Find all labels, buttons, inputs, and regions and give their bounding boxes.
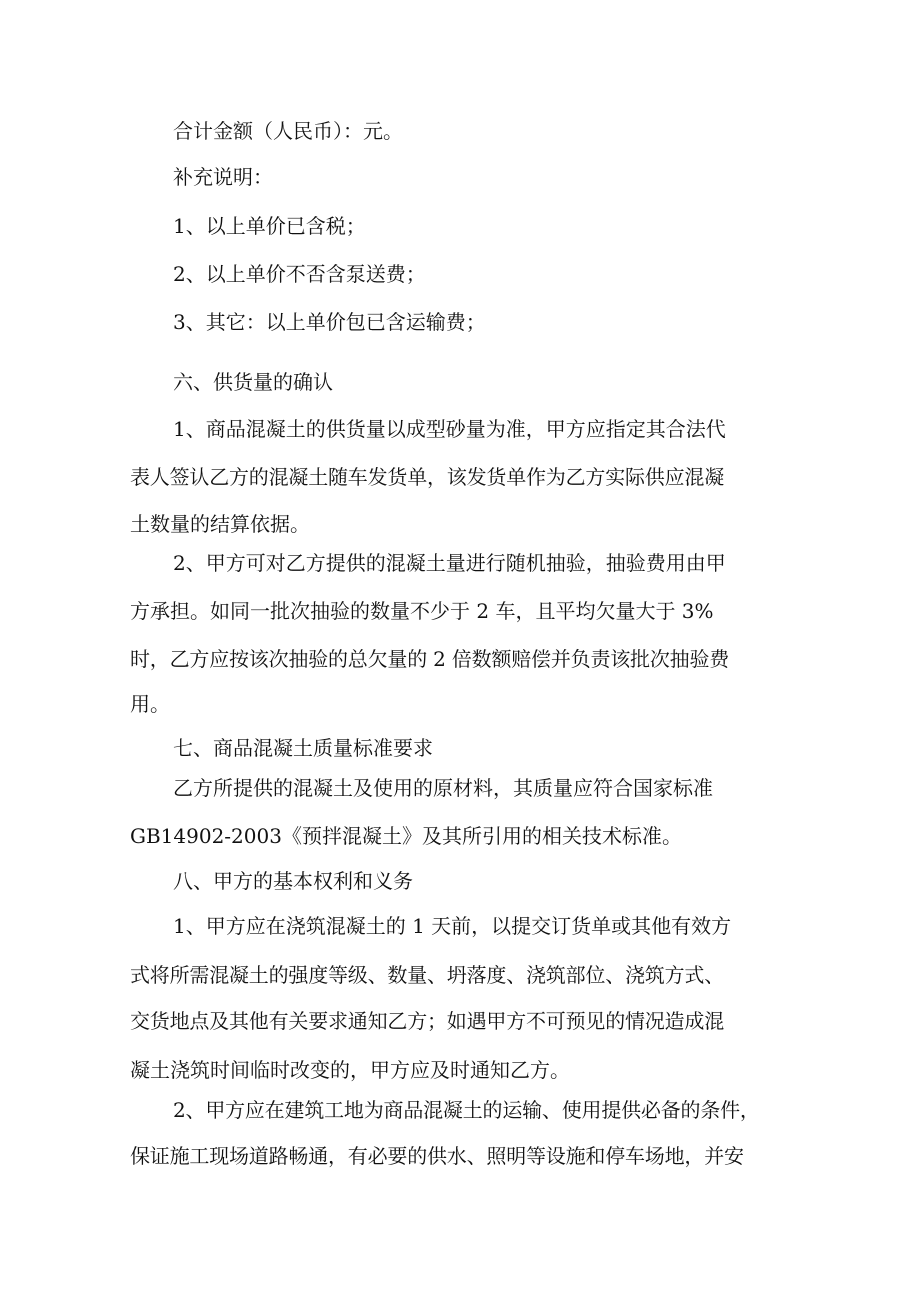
section-six-item-1-line-3: 土数量的结算依据。 bbox=[130, 512, 310, 536]
supplement-heading: 补充说明： bbox=[173, 165, 273, 189]
section-six-item-2-line-4: 用。 bbox=[130, 692, 170, 716]
section-seven-body-line-1: 乙方所提供的混凝土及使用的原材料，其质量应符合国家标准 bbox=[173, 776, 713, 800]
section-six-item-2-line-3: 时，乙方应按该次抽验的总欠量的 2 倍数额赔偿并负责该批次抽验费 bbox=[130, 647, 730, 671]
section-eight-item-2-line-1: 2、甲方应在建筑工地为商品混凝土的运输、使用提供必备的条件， bbox=[173, 1098, 760, 1122]
section-eight-item-1-line-4: 凝土浇筑时间临时改变的，甲方应及时通知乙方。 bbox=[130, 1058, 570, 1082]
total-amount-line: 合计金额（人民币）：元。 bbox=[173, 119, 403, 143]
section-six-item-1-line-2: 表人签认乙方的混凝土随车发货单，该发货单作为乙方实际供应混凝 bbox=[130, 465, 724, 489]
section-seven-heading: 七、商品混凝土质量标准要求 bbox=[173, 736, 433, 760]
section-eight-item-1-line-2: 式将所需混凝土的强度等级、数量、坍落度、浇筑部位、浇筑方式、 bbox=[130, 963, 724, 987]
section-six-item-2-line-2: 方承担。如同一批次抽验的数量不少于 2 车，且平均欠量大于 3% bbox=[130, 599, 714, 623]
section-eight-heading: 八、甲方的基本权利和义务 bbox=[173, 869, 413, 893]
section-six-item-1-line-1: 1、商品混凝土的供货量以成型砂量为准，甲方应指定其合法代 bbox=[173, 417, 726, 441]
section-eight-item-1-line-1: 1、甲方应在浇筑混凝土的 1 天前，以提交订货单或其他有效方 bbox=[173, 914, 732, 938]
section-seven-body-line-2: GB14902-2003《预拌混凝土》及其所引用的相关技术标准。 bbox=[130, 824, 682, 848]
supplement-item-1: 1、以上单价已含税； bbox=[173, 214, 366, 238]
section-eight-item-2-line-2: 保证施工现场道路畅通，有必要的供水、照明等设施和停车场地，并安 bbox=[130, 1144, 744, 1168]
section-eight-item-1-line-3: 交货地点及其他有关要求通知乙方；如遇甲方不可预见的情况造成混 bbox=[130, 1009, 724, 1033]
supplement-item-2: 2、以上单价不否含泵送费； bbox=[173, 262, 426, 286]
section-six-heading: 六、供货量的确认 bbox=[173, 370, 333, 394]
supplement-item-3: 3、其它：以上单价包已含运输费； bbox=[173, 310, 486, 334]
section-six-item-2-line-1: 2、甲方可对乙方提供的混凝土量进行随机抽验，抽验费用由甲 bbox=[173, 551, 726, 575]
